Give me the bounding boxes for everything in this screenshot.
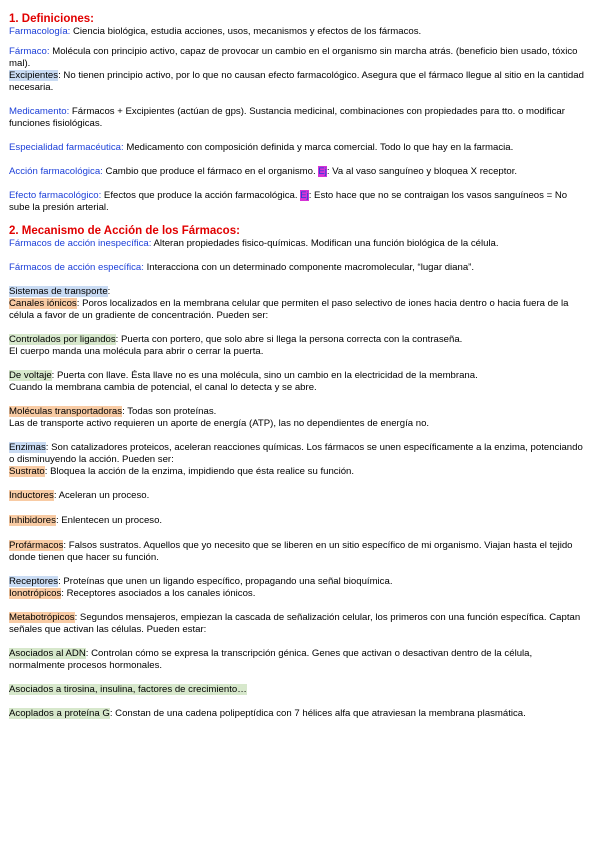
def-proteina-g: Acoplados a proteína G: Constan de una cadena polipeptídica con 7 hélices alfa que atraviesan la membrana plasmática. xyxy=(9,708,526,719)
def-inhibidores: Inhibidores: Enlentecen un proceso. xyxy=(9,515,163,526)
term-ligandos: Controlados por ligandos xyxy=(9,334,116,345)
def-ligandos-line2: El cuerpo manda una molécula para abrir o cerrar la puerta. xyxy=(9,346,264,357)
def-efecto: Efecto farmacológico: Efectos que produce la acción farmacológica. Ej: Esto hace que no se contraigan los vasos sanguíneos = No sube la presión arterial. xyxy=(9,190,568,213)
term-medicamento: Medicamento: xyxy=(9,106,70,117)
def-enzimas: Enzimas: Son catalizadores proteicos, aceleran reacciones químicas. Los fármacos se unen específicamente a la enzima, potenciando o disminuyendo la acción. Pueden ser: xyxy=(9,442,583,465)
def-moleculas: Moléculas transportadoras: Todas son proteínas. xyxy=(9,406,217,417)
term-proteina-g: Acoplados a proteína G xyxy=(9,708,110,719)
def-medicamento: Medicamento: Fármacos + Excipientes (actúan de gps). Sustancia medicinal, combinaciones con propiedades para tto. o modificar funciones fisiológicas. xyxy=(9,106,565,129)
term-accion: Acción farmacológica: xyxy=(9,166,103,177)
term-enzimas: Enzimas xyxy=(9,442,46,453)
section-1-title: 1. Definiciones: xyxy=(9,13,94,25)
term-excipientes: Excipientes xyxy=(9,70,59,81)
term-ionotropicos: Ionotrópicos xyxy=(9,588,62,599)
def-ionotropicos: Ionotrópicos: Receptores asociados a los canales iónicos. xyxy=(9,588,256,599)
def-farmacologia: Farmacología: Ciencia biológica, estudia acciones, usos, mecanismos y efectos de los fármacos. xyxy=(9,26,422,37)
term-receptores: Receptores xyxy=(9,576,59,587)
def-farmaco: Fármaco: Molécula con principio activo, capaz de provocar un cambio en el organismo sin marcha atrás. (beneficio bien usado, tóxico mal). xyxy=(9,46,578,69)
term-sistemas: Sistemas de transporte xyxy=(9,286,108,297)
term-voltaje: De voltaje xyxy=(9,370,52,381)
term-canales: Canales iónicos xyxy=(9,298,77,309)
def-profarmacos: Profármacos: Falsos sustratos. Aquellos que yo necesito que se liberen en un sitio específico de mi organismo. Viajan hasta el tejido donde tienen que hacer su función. xyxy=(9,540,573,563)
def-metabotropicos: Metabotrópicos: Segundos mensajeros, empiezan la cascada de señalización celular, los primeros con una función específica. Captan señales que activan las células. Pueden estar: xyxy=(9,612,581,635)
def-accion: Acción farmacológica: Cambio que produce el fármaco en el organismo. Ej: Va al vaso sanguíneo y bloquea X receptor. xyxy=(9,166,518,177)
def-inductores: Inductores: Aceleran un proceso. xyxy=(9,490,150,501)
term-especifica: Fármacos de acción específica: xyxy=(9,262,144,273)
term-especialidad: Especialidad farmacéutica: xyxy=(9,142,124,153)
def-especifica: Fármacos de acción específica: Interacciona con un determinado componente macromolecular, “lugar diana”. xyxy=(9,262,475,273)
document-page xyxy=(9,12,589,720)
term-adn: Asociados al ADN xyxy=(9,648,86,659)
def-receptores: Receptores: Proteínas que unen un ligando específico, propagando una señal bioquímica. xyxy=(9,576,393,587)
term-sustrato: Sustrato xyxy=(9,466,45,477)
def-sustrato: Sustrato: Bloquea la acción de la enzima, impidiendo que ésta realice su función. xyxy=(9,466,355,477)
def-adn: Asociados al ADN: Controlan cómo se expresa la transcripción génica. Genes que activan o desactivan dentro de la célula, normalmente procesos hormonales. xyxy=(9,648,533,671)
def-canales: Canales iónicos: Poros localizados en la membrana celular que permiten el paso selectivo de iones hacia dentro o hacia fuera de la célula a favor de un gradiente de concentración. Pueden ser: xyxy=(9,298,569,321)
def-ligandos: Controlados por ligandos: Puerta con portero, que solo abre si llega la persona correcta con la contraseña. xyxy=(9,334,463,345)
ej-badge: Ej xyxy=(300,190,309,201)
term-efecto: Efecto farmacológico: xyxy=(9,190,102,201)
def-voltaje-line2: Cuando la membrana cambia de potencial, el canal lo detecta y se abre. xyxy=(9,382,317,393)
term-inhibidores: Inhibidores xyxy=(9,515,56,526)
def-inespecifica: Fármacos de acción inespecífica: Alteran propiedades fisico-químicas. Modifican una función biológica de la célula. xyxy=(9,238,499,249)
term-moleculas: Moléculas transportadoras xyxy=(9,406,123,417)
def-excipientes: Excipientes: No tienen principio activo, por lo que no causan efecto farmacológico. Asegura que el fármaco llegue al sitio en la cantidad necesaria. xyxy=(9,70,584,93)
section-2-title: 2. Mecanismo de Acción de los Fármacos: xyxy=(9,225,240,237)
term-metabotropicos: Metabotrópicos xyxy=(9,612,75,623)
def-tirosina xyxy=(9,684,589,696)
term-farmacologia: Farmacología: xyxy=(9,26,71,37)
def-voltaje: De voltaje: Puerta con llave. Ésta llave no es una molécula, sino un cambio en la electricidad de la membrana. xyxy=(9,370,478,381)
def-especialidad: Especialidad farmacéutica: Medicamento con composición definida y marca comercial. Todo lo que hay en la farmacia. xyxy=(9,142,514,153)
def-sistemas: Sistemas de transporte: xyxy=(9,286,111,297)
term-inespecifica: Fármacos de acción inespecífica: xyxy=(9,238,152,249)
term-tirosina: Asociados a tirosina, insulina, factores de crecimiento… xyxy=(9,684,247,695)
term-inductores: Inductores xyxy=(9,490,54,501)
def-moleculas-line2: Las de transporte activo requieren un aporte de energía (ATP), las no dependientes de energía no. xyxy=(9,418,430,429)
ej-badge: Ej xyxy=(318,166,327,177)
term-farmaco: Fármaco: xyxy=(9,46,50,57)
term-profarmacos: Profármacos xyxy=(9,540,64,551)
